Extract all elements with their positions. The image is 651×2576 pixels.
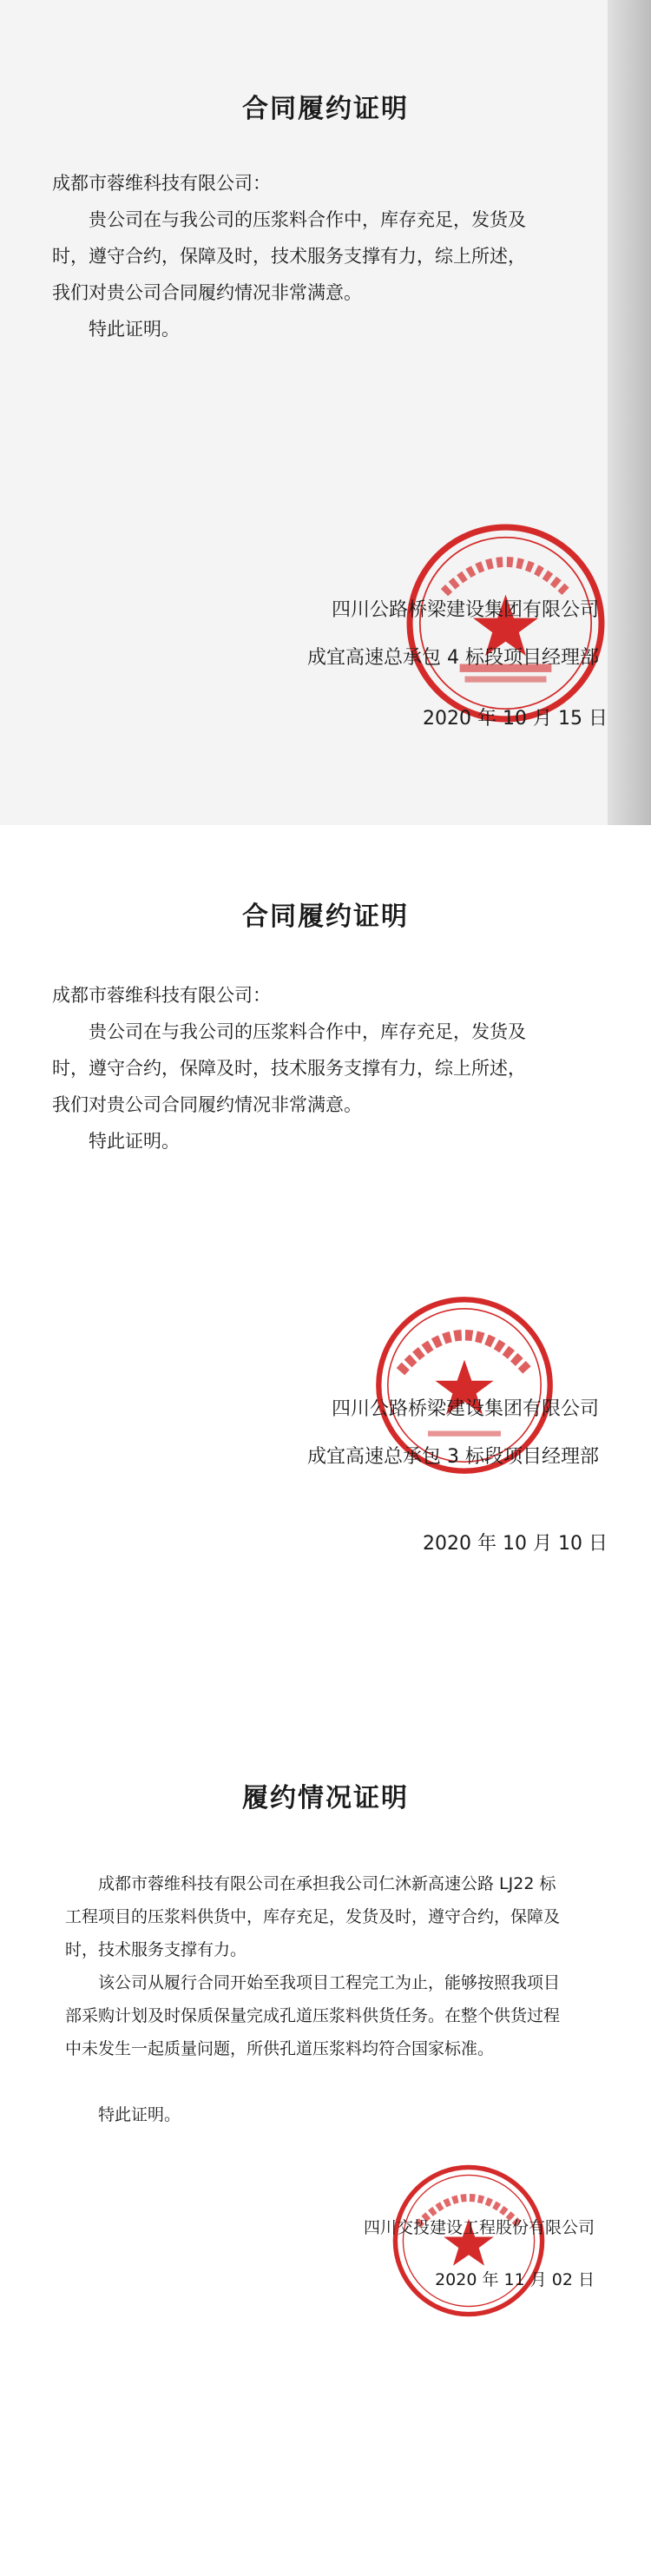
signature-date: 2020 年 11 月 02 日 [435,2270,595,2289]
body-line: 时，技术服务支撑有力。 [65,1940,247,1959]
signature-department: 成宜高速总承包 3 标段项目经理部 [307,1446,599,1468]
recipient: 成都市蓉维科技有限公司： [52,985,271,1006]
certificate-body [52,165,608,347]
body-line: 中未发生一起质量问题，所供孔道压浆料均符合国家标准。 [65,2039,495,2058]
signature-company: 四川交投建设工程股份有限公司 [363,2218,595,2237]
body-line: 部采购计划及时保质保量完成孔道压浆料供货任务。在整个供货过程 [65,2006,561,2025]
closing: 特此证明。 [89,1131,180,1152]
certificate-title: 合同履约证明 [242,94,409,124]
certificate-title: 履约情况证明 [242,1783,409,1813]
body-line: 时，遵守合约，保障及时，技术服务支撑有力，综上所述， [52,246,526,267]
signature-company: 四川公路桥梁建设集团有限公司 [331,599,599,621]
certificate-1 [0,0,651,825]
body-line: 我们对贵公司合同履约情况非常满意。 [52,1094,362,1115]
body-line: 贵公司在与我公司的压浆料合作中，库存充足，发货及 [89,1021,526,1042]
closing: 特此证明。 [98,2105,181,2124]
certificate-title: 合同履约证明 [242,902,409,932]
company-seal [391,2163,547,2319]
company-seal [404,521,608,725]
signature-date: 2020 年 10 月 10 日 [423,1533,608,1555]
body-line: 我们对贵公司合同履约情况非常满意。 [52,282,362,303]
certificate-2 [0,825,651,1698]
signature-date: 2020 年 10 月 15 日 [423,708,608,730]
body-line: 工程项目的压浆料供货中，库存充足，发货及时，遵守合约，保障及 [65,1907,561,1926]
body-line: 成都市蓉维科技有限公司在承担我公司仁沐新高速公路 LJ22 标 [98,1874,556,1893]
body-line: 该公司从履行合同开始至我项目工程完工为止，能够按照我项目 [98,1973,561,1992]
signature-department: 成宜高速总承包 4 标段项目经理部 [307,647,599,669]
closing: 特此证明。 [89,319,180,340]
certificate-3 [0,1698,651,2576]
recipient: 成都市蓉维科技有限公司： [52,173,271,194]
signature-company: 四川公路桥梁建设集团有限公司 [331,1398,599,1420]
certificate-body [52,977,608,1159]
body-line: 贵公司在与我公司的压浆料合作中，库存充足，发货及 [89,209,526,230]
body-line: 时，遵守合约，保障及时，技术服务支撑有力，综上所述， [52,1058,526,1079]
certificate-body [65,1867,586,2131]
